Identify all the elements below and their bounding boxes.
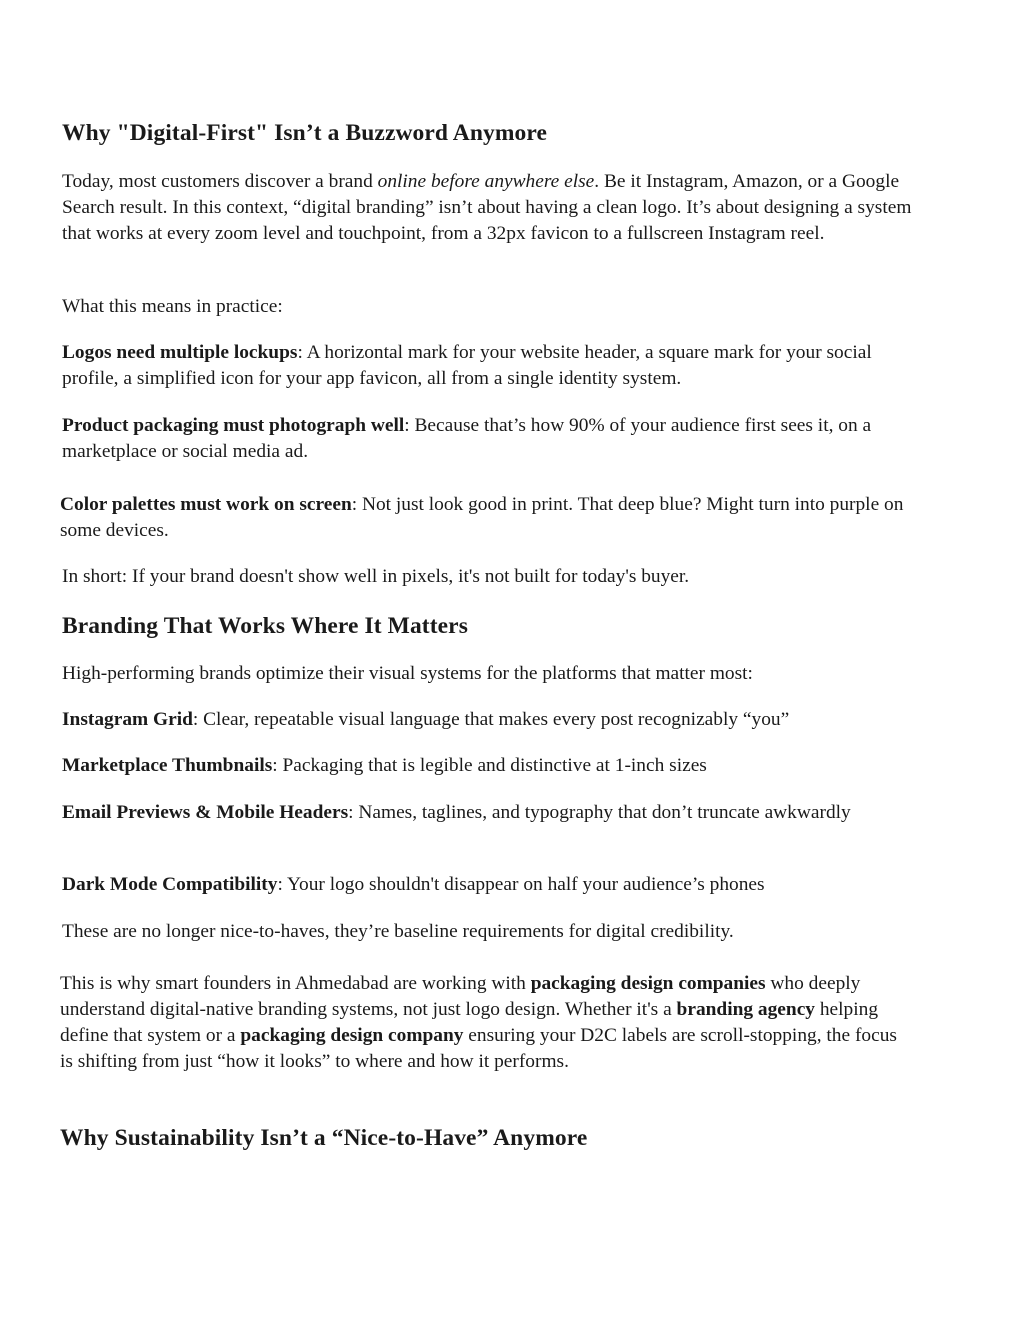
intro-emphasis: online before anywhere else: [377, 171, 595, 192]
point-text: : Clear, repeatable visual language that makes every post recognizably “you”: [192, 709, 790, 730]
point-term: Color palettes must work on screen: [60, 494, 352, 515]
point-instagram-grid: [60, 707, 912, 733]
point-term: Instagram Grid: [62, 709, 193, 730]
agency-text: This is why smart founders in Ahmedabad are working with: [60, 973, 531, 994]
agency-text: ensuring your D2C labels are scroll-stopping, the focus is shifting from just “how it looks” to where and how it performs.: [60, 1025, 897, 1072]
point-term: Marketplace Thumbnails: [62, 755, 273, 776]
point-term: Logos need multiple lockups: [62, 342, 298, 363]
point-text: : Not just look good in print. That deep blue? Might turn into purple on some devices.: [60, 494, 904, 541]
point-logos-lockups: [60, 340, 912, 392]
point-term: Product packaging must photograph well: [62, 415, 405, 436]
keyword-packaging-design-companies: packaging design companies: [530, 973, 766, 994]
intro-text-start: Today, most customers discover a brand: [62, 171, 378, 192]
platforms-lead: High-performing brands optimize their visual systems for the platforms that matter most:: [62, 663, 753, 684]
point-marketplace-thumbnails: [60, 753, 912, 779]
keyword-packaging-design-company: packaging design company: [240, 1025, 464, 1046]
point-color-palettes: [60, 492, 910, 544]
section-heading-branding-works: Branding That Works Where It Matters: [62, 613, 468, 639]
section-heading-sustainability: Why Sustainability Isn’t a “Nice-to-Have” Anymore: [60, 1125, 588, 1151]
intro-paragraph: [60, 169, 912, 247]
point-packaging-photograph: [60, 413, 912, 465]
point-dark-mode: [60, 872, 912, 898]
section-heading-digital-first: Why "Digital-First" Isn’t a Buzzword Anymore: [62, 120, 548, 146]
agency-paragraph: [60, 971, 910, 1075]
point-text: : Packaging that is legible and distinctive at 1-inch sizes: [272, 755, 707, 776]
point-text: : Your logo shouldn't disappear on half your audience’s phones: [277, 874, 765, 895]
keyword-branding-agency: branding agency: [676, 999, 815, 1020]
intro-text-end: . Be it Instagram, Amazon, or a Google Search result. In this context, “digital branding” isn’t about having a clean logo. It’s about designing a system that works at every zoom level and touchpoint, from a 32px favicon to a fullscreen Instagram reel.: [62, 171, 912, 244]
point-term: Dark Mode Compatibility: [62, 874, 278, 895]
agency-text: helping define that system or a: [60, 999, 879, 1046]
point-term: Email Previews & Mobile Headers: [62, 802, 349, 823]
point-text: : A horizontal mark for your website header, a square mark for your social profile, a simplified icon for your app favicon, all from a single identity system.: [62, 342, 872, 389]
point-text: : Because that’s how 90% of your audience first sees it, on a marketplace or social media ad.: [62, 415, 872, 462]
point-text: : Names, taglines, and typography that don’t truncate awkwardly: [348, 802, 851, 823]
practice-lead: What this means in practice:: [62, 296, 283, 317]
point-email-previews: [60, 800, 912, 826]
summary-paragraph: In short: If your brand doesn't show well in pixels, it's not built for today's buyer.: [62, 566, 690, 587]
agency-text: who deeply understand digital-native branding systems, not just logo design. Whether it's a: [60, 973, 861, 1020]
closing-paragraph: These are no longer nice-to-haves, they’re baseline requirements for digital credibility.: [62, 921, 734, 942]
